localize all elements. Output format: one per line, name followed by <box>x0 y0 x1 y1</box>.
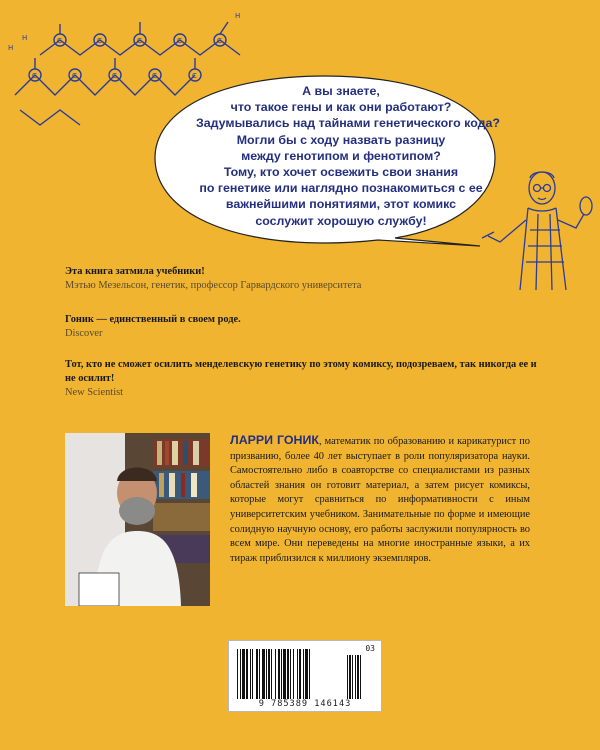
quote-source: Мэтью Мезельсон, генетик, профессор Гарвардского университета <box>65 280 362 291</box>
quote-text: Гоник — единственный в своем роде. <box>65 314 241 325</box>
barcode-bar <box>237 649 238 699</box>
svg-text:C: C <box>217 37 222 45</box>
svg-text:C: C <box>177 37 182 45</box>
barcode-bar <box>268 649 270 699</box>
svg-text:C: C <box>112 72 117 80</box>
svg-text:C: C <box>57 37 62 45</box>
barcode-bar <box>303 649 304 699</box>
barcode-bar <box>287 649 289 699</box>
quote-source: New Scientist <box>65 387 124 398</box>
scientist-illustration-icon <box>480 150 600 290</box>
barcode-supplement-bar <box>360 655 361 699</box>
barcode <box>228 640 382 712</box>
barcode-bar <box>256 649 258 699</box>
barcode-bar <box>242 649 245 699</box>
review-quote <box>65 265 361 293</box>
speech-bubble-text <box>196 83 500 229</box>
svg-text:C: C <box>72 72 77 80</box>
svg-text:H: H <box>22 34 28 42</box>
barcode-bar <box>278 649 280 699</box>
svg-text:C: C <box>97 37 102 45</box>
barcode-bar <box>297 649 298 699</box>
bubble-line: Тому, кто хочет освежить свои знания <box>223 165 459 180</box>
barcode-bar <box>250 649 251 699</box>
barcode-bar <box>283 649 286 699</box>
barcode-bar <box>290 649 291 699</box>
barcode-bar <box>309 649 310 699</box>
barcode-bar <box>259 649 260 699</box>
review-quote <box>65 358 545 400</box>
barcode-bar <box>305 649 308 699</box>
barcode-number: 9 785389 146143 <box>258 699 352 709</box>
barcode-supplement-bar <box>347 655 348 699</box>
author-bio <box>230 433 530 566</box>
author-name: ЛАРРИ ГОНИК <box>230 433 319 447</box>
author-bio-text: , математик по образованию и карикатурист по призванию, более 40 лет выступает в роли популяризатора науки. Самостоятельно либо в соавторстве со специалистами из разных областей знания он готовит материал, а затем рисует комиксы, которые могут сравниться по информативности с иным университетским учебником. Занимательные по форме и имеющие солидную научную основу, его работы заслужили популярность во всем мире. Они переведены на многие иностранные языки, а их тираж приблизился к миллиону экземпляров. <box>230 436 530 564</box>
barcode-supplement-bar <box>349 655 351 699</box>
barcode-bar <box>262 649 265 699</box>
author-photo <box>65 433 210 606</box>
barcode-bar <box>252 649 253 699</box>
svg-text:C: C <box>152 72 157 80</box>
barcode-supplement-bar <box>352 655 353 699</box>
bubble-line: что такое гены и как они работают? <box>230 100 452 115</box>
barcode-bar <box>281 649 282 699</box>
bubble-line: Задумывались над тайнами генетического кода? <box>196 116 500 131</box>
bubble-line: Могли бы с ходу назвать разницу <box>236 132 446 147</box>
barcode-bar <box>299 649 301 699</box>
review-quote <box>65 313 241 341</box>
barcode-bar <box>246 649 248 699</box>
quote-text: Эта книга затмила учебники! <box>65 266 205 277</box>
barcode-supplement-bar <box>357 655 359 699</box>
bubble-line: важнейшими понятиями, этот комикс <box>225 197 457 212</box>
barcode-bar <box>271 649 272 699</box>
svg-text:H: H <box>8 44 14 52</box>
barcode-bar <box>293 649 294 699</box>
barcode-supplement-bar <box>355 655 356 699</box>
bubble-line: сослужит хорошую службу! <box>255 213 427 228</box>
svg-text:C: C <box>32 72 37 80</box>
svg-text:H: H <box>235 12 241 20</box>
barcode-bar <box>275 649 276 699</box>
svg-text:C: C <box>192 72 197 80</box>
barcode-bar <box>240 649 241 699</box>
barcode-bar <box>266 649 267 699</box>
bubble-line: между генотипом и фенотипом? <box>241 148 441 163</box>
svg-text:C: C <box>137 37 142 45</box>
quote-text: Тот, кто не сможет осилить менделевскую генетику по этому комиксу, подозреваем, так никогда ее и не осилит! <box>65 359 537 384</box>
bubble-line: А вы знаете, <box>302 84 380 98</box>
bubble-line: по генетике или наглядно познакомиться с ее <box>199 181 483 196</box>
quote-source: Discover <box>65 328 103 339</box>
barcode-supplement: 03 <box>365 644 375 653</box>
